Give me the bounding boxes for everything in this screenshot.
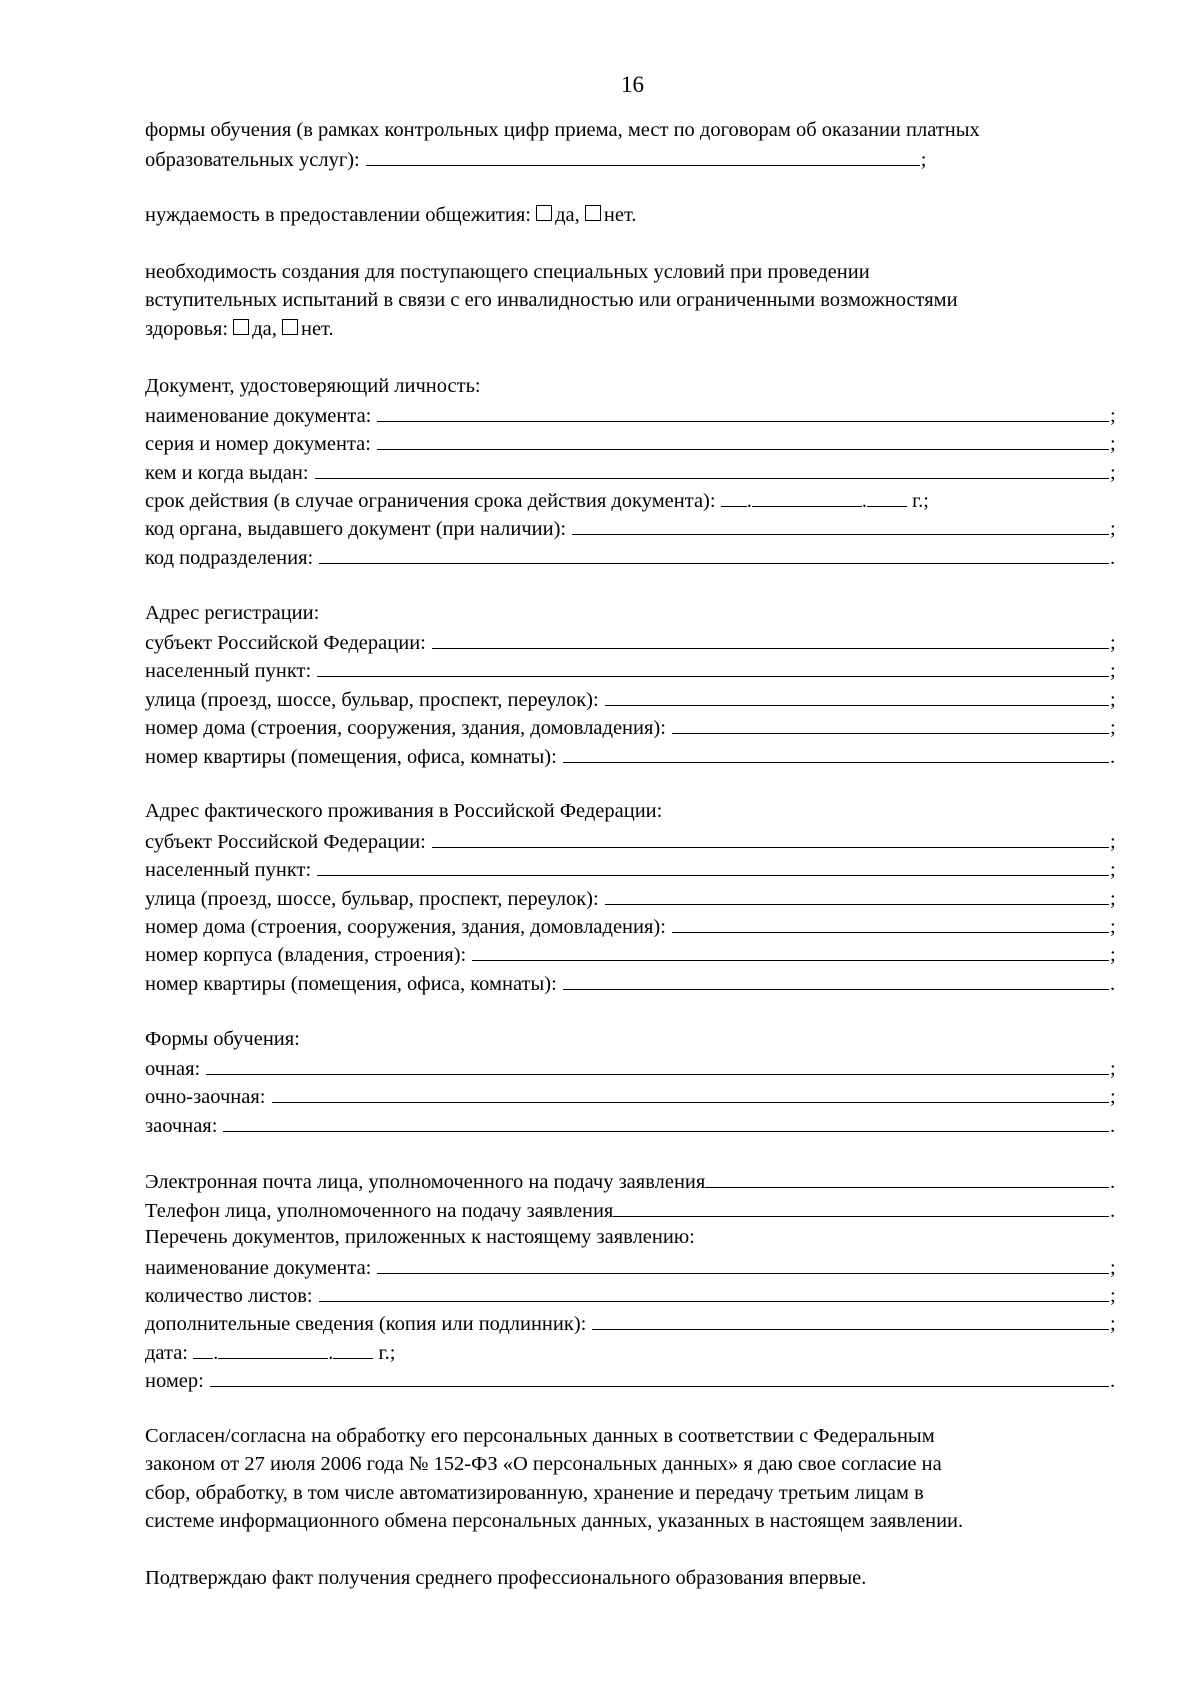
identity-issued-field[interactable] bbox=[315, 457, 1109, 479]
forms-heading: Формы обучения: bbox=[145, 1027, 300, 1050]
dormitory-yes-label: да, bbox=[555, 204, 580, 227]
actual-subject-row: субъект Российской Федерации: ; bbox=[145, 826, 1122, 854]
special-conditions-line-3: здоровья: да, нет. bbox=[145, 317, 334, 340]
special-no-checkbox[interactable] bbox=[282, 319, 298, 335]
confirmation-text: Подтверждаю факт получения среднего профессионального образования впервые. bbox=[145, 1566, 867, 1589]
actual-locality-row: населенный пункт: ; bbox=[145, 854, 1122, 882]
forms-part-row: очно-заочная: ; bbox=[145, 1081, 1122, 1109]
forms-full-row: очная: ; bbox=[145, 1053, 1122, 1081]
study-forms-line-2: образовательных услуг): ; bbox=[145, 144, 1122, 172]
form-content bbox=[145, 116, 1122, 1592]
docs-date-row: дата: . . г.; bbox=[145, 1337, 1122, 1365]
registration-subject-field[interactable] bbox=[432, 627, 1109, 649]
dormitory-label: нуждаемость в предоставлении общежития: bbox=[145, 204, 531, 227]
docs-extra-row: дополнительные сведения (копия или подлинник): ; bbox=[145, 1308, 1122, 1336]
docs-sheets-row: количество листов: ; bbox=[145, 1280, 1122, 1308]
registration-apartment-field[interactable] bbox=[563, 741, 1109, 763]
actual-heading: Адрес фактического проживания в Российской Федерации: bbox=[145, 800, 663, 823]
forms-distance-row: заочная: . bbox=[145, 1110, 1122, 1138]
registration-locality-field[interactable] bbox=[317, 655, 1109, 677]
consent-line-2: законом от 27 июля 2006 года № 152-ФЗ «О персональных данных» я даю свое согласие на bbox=[145, 1453, 942, 1476]
validity-year-field[interactable] bbox=[867, 485, 907, 507]
docs-date-month-field[interactable] bbox=[218, 1337, 328, 1359]
identity-doc-name-field[interactable] bbox=[377, 400, 1109, 422]
consent-line-1: Согласен/согласна на обработку его персональных данных в соответствии с Федеральным bbox=[145, 1424, 935, 1447]
phone-field[interactable] bbox=[613, 1195, 1109, 1217]
special-conditions-line-2: вступительных испытаний в связи с его инвалидностью или ограниченными возможностями bbox=[145, 289, 958, 312]
identity-authority-field[interactable] bbox=[572, 513, 1109, 535]
actual-house-field[interactable] bbox=[672, 911, 1109, 933]
docs-date-day-field[interactable] bbox=[193, 1337, 213, 1359]
registration-apartment-row: номер квартиры (помещения, офиса, комнаты): . bbox=[145, 741, 1122, 769]
page-number: 16 bbox=[621, 72, 644, 97]
special-yes-checkbox[interactable] bbox=[233, 319, 249, 335]
consent-line-4: системе информационного обмена персональных данных, указанных в настоящем заявлении. bbox=[145, 1510, 964, 1533]
special-conditions-line-1: необходимость создания для поступающего специальных условий при проведении bbox=[145, 260, 870, 283]
study-forms-line-1: формы обучения (в рамках контрольных цифр приема, мест по договорам об оказании платных bbox=[145, 119, 980, 141]
identity-issued-row: кем и когда выдан: ; bbox=[145, 457, 1122, 485]
dormitory-no-checkbox[interactable] bbox=[585, 205, 601, 221]
email-field[interactable] bbox=[705, 1166, 1109, 1188]
identity-authority-row: код органа, выдавшего документ (при наличии): ; bbox=[145, 513, 1122, 541]
actual-house-row: номер дома (строения, сооружения, здания, домовладения): ; bbox=[145, 911, 1122, 939]
dormitory-line bbox=[145, 201, 1122, 229]
identity-division-field[interactable] bbox=[319, 542, 1109, 564]
study-forms-label: образовательных услуг): bbox=[145, 149, 360, 172]
registration-house-field[interactable] bbox=[672, 712, 1109, 734]
identity-heading: Документ, удостоверяющий личность: bbox=[145, 374, 481, 397]
actual-locality-field[interactable] bbox=[317, 854, 1109, 876]
actual-apartment-row: номер квартиры (помещения, офиса, комнаты): . bbox=[145, 968, 1122, 996]
dormitory-no-label: нет. bbox=[603, 204, 637, 227]
email-row: Электронная почта лица, уполномоченного на подачу заявления . bbox=[145, 1166, 1122, 1194]
registration-subject-row: субъект Российской Федерации: ; bbox=[145, 627, 1122, 655]
validity-month-field[interactable] bbox=[752, 485, 862, 507]
registration-house-row: номер дома (строения, сооружения, здания, домовладения): ; bbox=[145, 712, 1122, 740]
registration-street-row: улица (проезд, шоссе, бульвар, проспект, переулок): ; bbox=[145, 684, 1122, 712]
registration-heading: Адрес регистрации: bbox=[145, 601, 320, 624]
forms-distance-field[interactable] bbox=[223, 1110, 1109, 1132]
registration-street-field[interactable] bbox=[605, 684, 1109, 706]
actual-building-row: номер корпуса (владения, строения): ; bbox=[145, 939, 1122, 967]
study-forms-field[interactable] bbox=[366, 144, 920, 166]
consent-line-3: сбор, обработку, в том числе автоматизированную, хранение и передачу третьим лицам в bbox=[145, 1481, 924, 1504]
docs-number-row: номер: . bbox=[145, 1365, 1122, 1393]
identity-series-row: серия и номер документа: ; bbox=[145, 428, 1122, 456]
dormitory-yes-checkbox[interactable] bbox=[536, 205, 552, 221]
actual-building-field[interactable] bbox=[472, 939, 1109, 961]
phone-row: Телефон лица, уполномоченного на подачу заявления . bbox=[145, 1195, 1122, 1223]
registration-locality-row: населенный пункт: ; bbox=[145, 655, 1122, 683]
identity-series-field[interactable] bbox=[377, 428, 1109, 450]
identity-validity-row: срок действия (в случае ограничения срока действия документа): . . г.; bbox=[145, 485, 1122, 513]
identity-doc-name-row: наименование документа: ; bbox=[145, 400, 1122, 428]
docs-heading: Перечень документов, приложенных к настоящему заявлению: bbox=[145, 1226, 695, 1249]
docs-name-row: наименование документа: ; bbox=[145, 1252, 1122, 1280]
identity-division-row: код подразделения: . bbox=[145, 542, 1122, 570]
docs-date-year-field[interactable] bbox=[333, 1337, 373, 1359]
docs-sheets-field[interactable] bbox=[319, 1280, 1109, 1302]
docs-name-field[interactable] bbox=[377, 1252, 1109, 1274]
forms-part-field[interactable] bbox=[272, 1081, 1110, 1103]
docs-extra-field[interactable] bbox=[592, 1308, 1109, 1330]
validity-day-field[interactable] bbox=[721, 485, 747, 507]
actual-apartment-field[interactable] bbox=[563, 968, 1109, 990]
docs-number-field[interactable] bbox=[210, 1365, 1109, 1387]
actual-street-field[interactable] bbox=[605, 883, 1109, 905]
forms-full-field[interactable] bbox=[206, 1053, 1109, 1075]
actual-street-row: улица (проезд, шоссе, бульвар, проспект, переулок): ; bbox=[145, 883, 1122, 911]
actual-subject-field[interactable] bbox=[432, 826, 1109, 848]
